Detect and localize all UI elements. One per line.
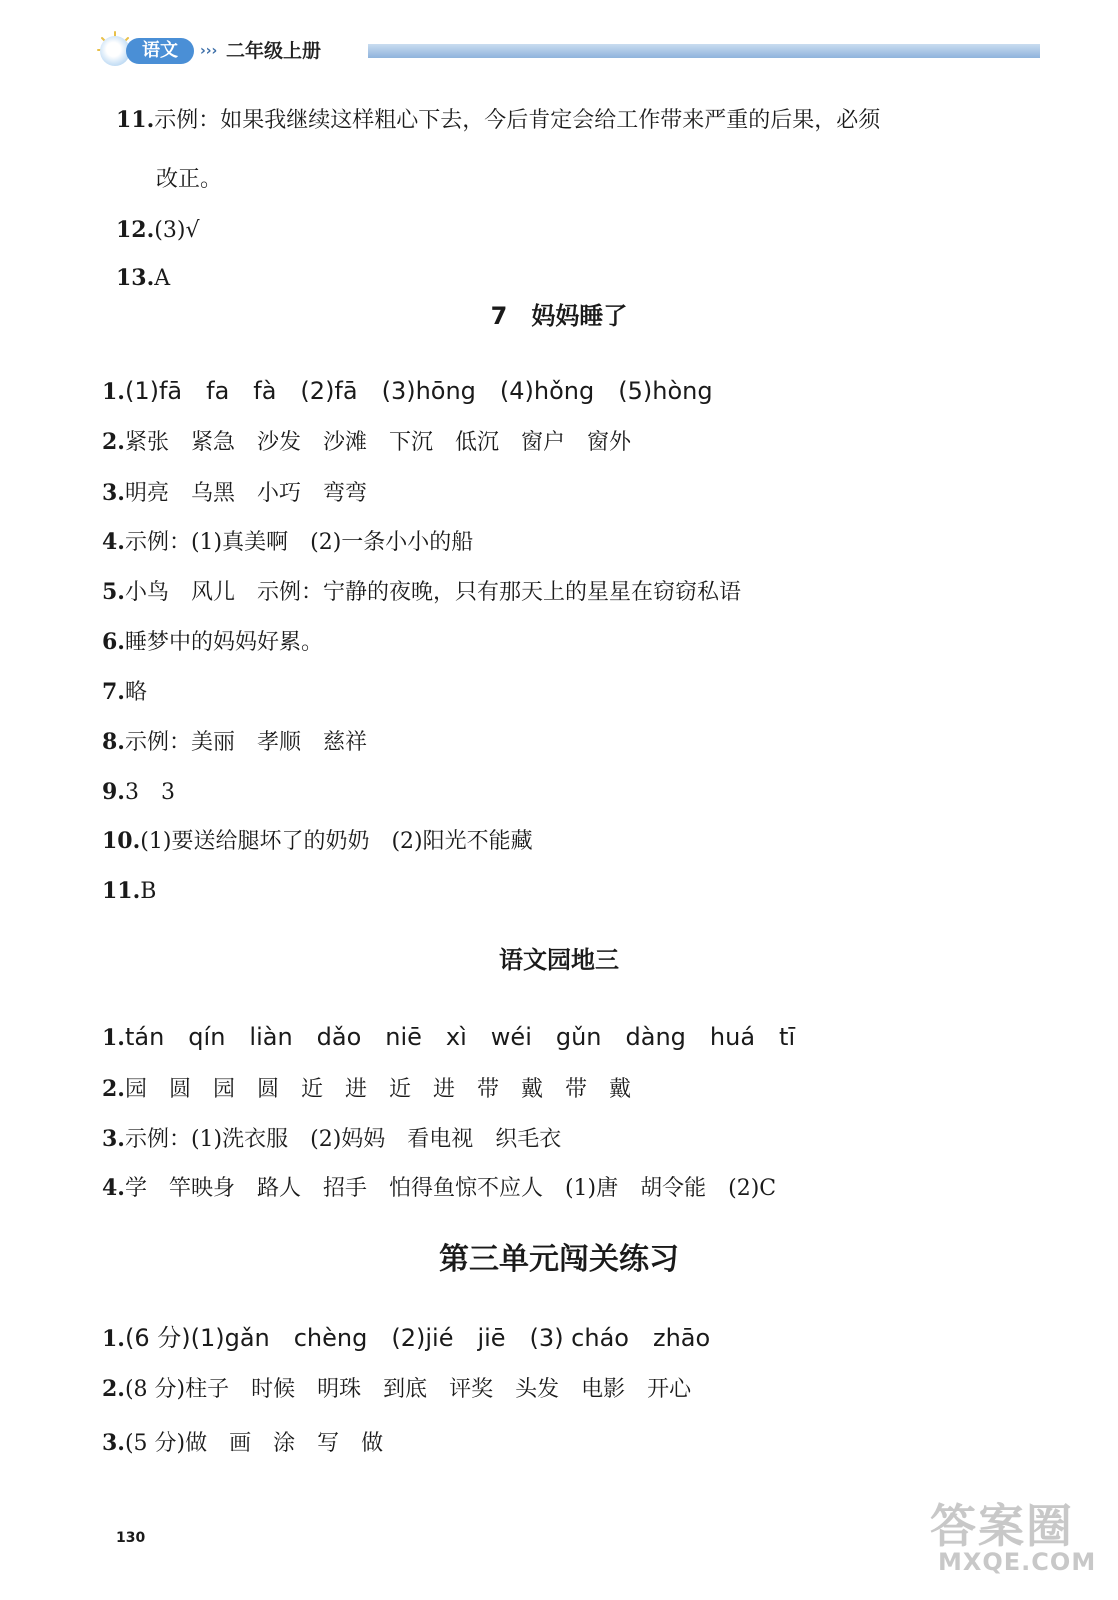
answer-line (102, 478, 367, 509)
answer-line (102, 1173, 776, 1204)
answer-number: 5. (102, 579, 125, 605)
answer-number: 1. (102, 379, 125, 405)
answer-number: 2. (102, 1076, 125, 1102)
answer-text: 示例：(1)真美啊 (2)一条小小的船 (124, 530, 474, 555)
answer-line (102, 427, 631, 458)
answer-text: 园 圆 园 圆 近 进 近 进 带 戴 带 戴 (124, 1077, 631, 1102)
answer-number: 10. (102, 828, 141, 854)
watermark-logo (920, 1490, 1100, 1590)
answer-text: (1)要送给腿坏了的奶奶 (2)阳光不能藏 (140, 829, 533, 854)
example-label: 示例： (154, 108, 221, 133)
answer-text: (3)√ (154, 218, 200, 243)
answer-text: A (154, 266, 171, 291)
answer-text: 小鸟 风儿 示例：宁静的夜晚，只有那天上的星星在窃窃私语 (124, 580, 741, 605)
answer-text: tán qín liàn dǎo niē xì wéi gǔn dàng huá tī (124, 1023, 796, 1051)
answer-number: 3. (102, 1430, 125, 1456)
answer-number: 11. (116, 107, 155, 133)
answer-line (102, 1323, 710, 1355)
answer-text: (5 分)做 画 涂 写 做 (124, 1431, 384, 1456)
answer-line (102, 1022, 795, 1054)
answer-number: 3. (102, 480, 125, 506)
answer-number: 3. (102, 1126, 125, 1152)
answer-number: 6. (102, 629, 125, 655)
answer-text: (6 分)(1)gǎn chèng (2)jié jiē (3) cháo zhāo (124, 1324, 711, 1352)
answer-line (102, 677, 147, 708)
answer-text: 略 (124, 680, 147, 705)
answer-number: 4. (102, 529, 125, 555)
header-bar (368, 44, 1040, 58)
page-number: 130 (116, 1530, 146, 1546)
answer-line (102, 75, 880, 136)
answer-line (102, 826, 533, 857)
header-arrows: ››› (200, 43, 218, 59)
answer-text: (8 分)柱子 时候 明珠 到底 评奖 头发 电影 开心 (124, 1377, 692, 1402)
answer-line (102, 777, 175, 808)
answer-text: 睡梦中的妈妈好累。 (124, 630, 323, 655)
answer-number: 1. (102, 1025, 125, 1051)
answer-line (102, 376, 713, 408)
answer-line (102, 527, 473, 558)
answer-line (102, 876, 156, 907)
answer-text: 示例：美丽 孝顺 慈祥 (124, 730, 367, 755)
answer-text: 学 竿映身 路人 招手 怕得鱼惊不应人 (1)唐 胡令能 (2)C (124, 1176, 777, 1201)
answer-line (102, 627, 323, 658)
answer-number: 4. (102, 1175, 125, 1201)
answer-number: 8. (102, 729, 125, 755)
answer-number: 7. (102, 679, 125, 705)
answer-line (102, 1124, 561, 1155)
answer-line (102, 233, 170, 294)
answer-text: B (140, 879, 157, 904)
section-title: 语文园地三 (499, 946, 619, 974)
answer-number: 2. (102, 429, 125, 455)
watermark-site: MXQE.COM (938, 1548, 1097, 1576)
answer-text: 紧张 紧急 沙发 沙滩 下沉 低沉 窗户 窗外 (124, 430, 631, 455)
answer-number: 13. (116, 265, 155, 291)
answer-text: (1)fā fa fà (2)fā (3)hōng (4)hǒng (5)hòng (124, 377, 713, 405)
answer-line (102, 577, 741, 608)
answer-text: 3 3 (124, 780, 175, 805)
grade-label: 二年级上册 (226, 40, 322, 62)
answer-text: 明亮 乌黑 小巧 弯弯 (124, 481, 367, 506)
watermark-main: 答案圈 (930, 1499, 1074, 1553)
unit-title: 第三单元闯关练习 (439, 1242, 679, 1277)
section-title: 7 妈妈睡了 (490, 302, 628, 330)
subject-badge: 语文 (126, 38, 194, 64)
answer-line (102, 727, 367, 758)
answer-text: 示例：(1)洗衣服 (2)妈妈 看电视 织毛衣 (124, 1127, 562, 1152)
answer-text: 如果我继续这样粗心下去，今后肯定会给工作带来严重的后果，必须 (220, 108, 881, 133)
answer-number: 1. (102, 1326, 125, 1352)
answer-line (102, 1374, 691, 1405)
answer-number: 9. (102, 779, 125, 805)
answer-number: 11. (102, 878, 141, 904)
answer-text: 改正。 (156, 167, 223, 192)
answer-number: 2. (102, 1376, 125, 1402)
answer-line (102, 1074, 631, 1105)
answer-line (102, 1428, 383, 1459)
page-header (96, 30, 1041, 70)
answer-number: 12. (116, 217, 155, 243)
